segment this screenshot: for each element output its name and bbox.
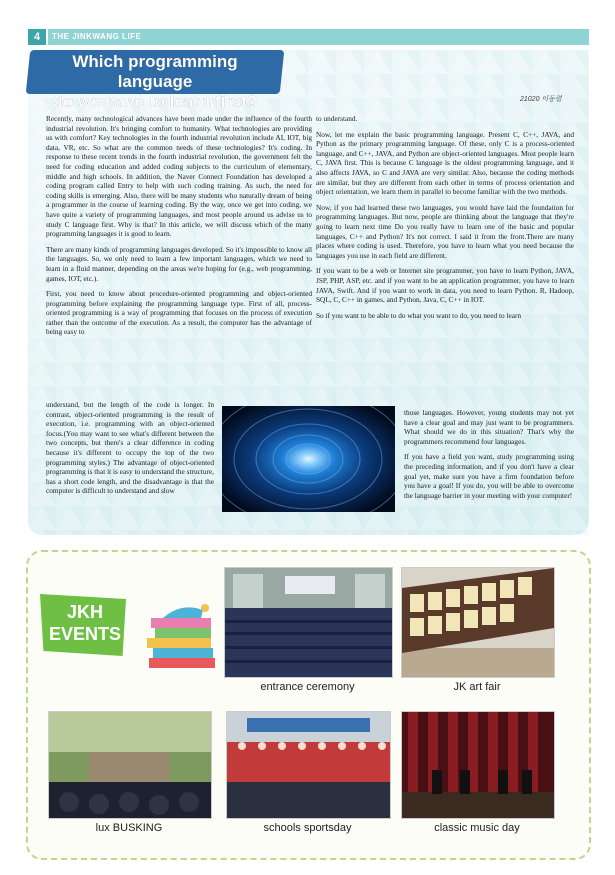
- paragraph: to understand.: [316, 114, 358, 123]
- article-title: [34, 52, 276, 111]
- data-tunnel-image: [222, 406, 395, 512]
- books-icon: [143, 600, 223, 672]
- jkh-events-badge: [40, 584, 136, 666]
- photo-schools-sportsday: [226, 711, 391, 819]
- caption-schools-sportsday: schools sportsday: [263, 822, 352, 834]
- author-byline: 21020 이동렬: [520, 96, 562, 103]
- title-line-1: Which programming language: [72, 52, 238, 91]
- paragraph: those languages. However, young students may not yet have a clear goal and may just want to be programmers. What should we do in this situation? That's why the programmers recommend four languages.: [404, 408, 574, 446]
- paragraph: If you want to be a web or Internet site programmer, you have to learn Python, JAVA, JSP, PHP, ASP, etc. and if you want to be an application programmer, you have to learn JAVA, Swift. And if you want to work in data, you need to learn Python. R, Hadoop, SQL, C, C++ in games, and Python, Java, C, C++ in IOT.: [316, 266, 574, 305]
- photo-jk-art-fair: [401, 567, 555, 678]
- caption-jk-art-fair: JK art fair: [453, 681, 501, 693]
- right-column: [316, 114, 574, 326]
- paragraph: Now, let me explain the basic programming language. Present C, C++, JAVA, and Python as the primary programming language. Of these, only C is a process-oriented language, and C++, JAVA, and Python are object-oriented languages. Most people learn C, JAVA first. This is because C language is the oldest programming language, and it also affects JAVA, so C and JAVA are very similar. Also, because the coding methods are similar, but they are different from each other in terms of process orientation and object orientation, we learn them in parallel to become familiar with the two methods.: [316, 129, 574, 197]
- paragraph: Now, if you had learned these two languages, you would have laid the foundation for programming languages. But now, people are thinking about the language that they're going to learn next time Do you really have to learn one of the basic and popular languages, C++ and Python? It's not correct. I said it from the front.There are many places where coding is used. Therefore, you have to learn what you need because the languages you use in each field are different.: [316, 202, 574, 260]
- paragraph: First, you need to know about procedure-oriented programming and object-oriented programming before explaining the programming language type. First of all, process-oriented programming is a way of programming that focuses on the process of execution rather than the outcome of the execution. As a result, the computer has the advantage of being easy to: [46, 289, 312, 337]
- title-line-2: do we have to learn first?: [52, 92, 258, 111]
- paragraph: So if you want to be able to do what you want to do, you need to learn: [316, 310, 522, 320]
- badge-line-2: EVENTS: [48, 624, 122, 644]
- paragraph: Recently, many technological advances have been made under the influence of the fourth industrial revolution. It's bringing comfort to humanity. What technologies are providing us with comfort? Key technologies in the fourth industrial revolution include AI, IOT, big data, VR, etc. So what are the common needs of these technologies? It's coding. In response to these recent trends in the fourth industrial revolution, the government felt the need for coding education and added coding subjects to the curriculum of elementary, middle and high schools. In addition, the Naver Connect Foundation has developed a coding program called Entry to help with such coding training. As such, the need for coding skills is emerging. Also, there will be many students who naturally dream of being a programmer in the course of learning coding. By the way, once we get into coding, we have quite a variety of programming languages, and most people around us advise us to study C language first. Why is that? In this article, we will discuss which of the many programming languages it is good to learn.: [46, 114, 312, 239]
- page-header: [28, 29, 589, 45]
- photo-lux-busking: [48, 711, 212, 819]
- badge-line-1: JKH: [66, 602, 103, 622]
- left-wrap-text: understand, but the length of the code is longer. In contrast, object-oriented programming is the result of execution, i.e. programming with an object-oriented focus.(You may want to see what's different between the two concepts, but there's a clear difference in coding because it's different to occupy the top of the two programming styles.) The advantage of object-oriented programming is that it is easy to understand the structure, has a short code length, and the disadvantage is that the computer is difficult to understand and slow: [46, 400, 214, 496]
- section-label: THE JINKWANG LIFE: [52, 32, 142, 41]
- left-column: [46, 114, 312, 343]
- caption-lux-busking: lux BUSKING: [95, 822, 163, 834]
- photo-classic-music-day: [401, 711, 555, 819]
- caption-classic-music-day: classic music day: [434, 822, 520, 834]
- page-number: 4: [28, 29, 46, 45]
- photo-entrance-ceremony: [224, 567, 393, 678]
- caption-entrance-ceremony: entrance ceremony: [260, 681, 355, 693]
- paragraph: If you have a field you want, study programming using the preceding information, and if you don't have a clear goal yet, make sure you have a firm foundation before you have a goal! If you do, you will be able to overcome the language barrier in your meeting with your computer!: [404, 452, 574, 500]
- paragraph: There are many kinds of programming languages developed. So it's impossible to know all the languages. So, we only need to learn a few important languages, which we need to learn in a fluid manner, depending on the areas we're hoping for (e.g., web programming, games, IOT, etc.).: [46, 244, 312, 283]
- right-wrap-text: [404, 408, 574, 506]
